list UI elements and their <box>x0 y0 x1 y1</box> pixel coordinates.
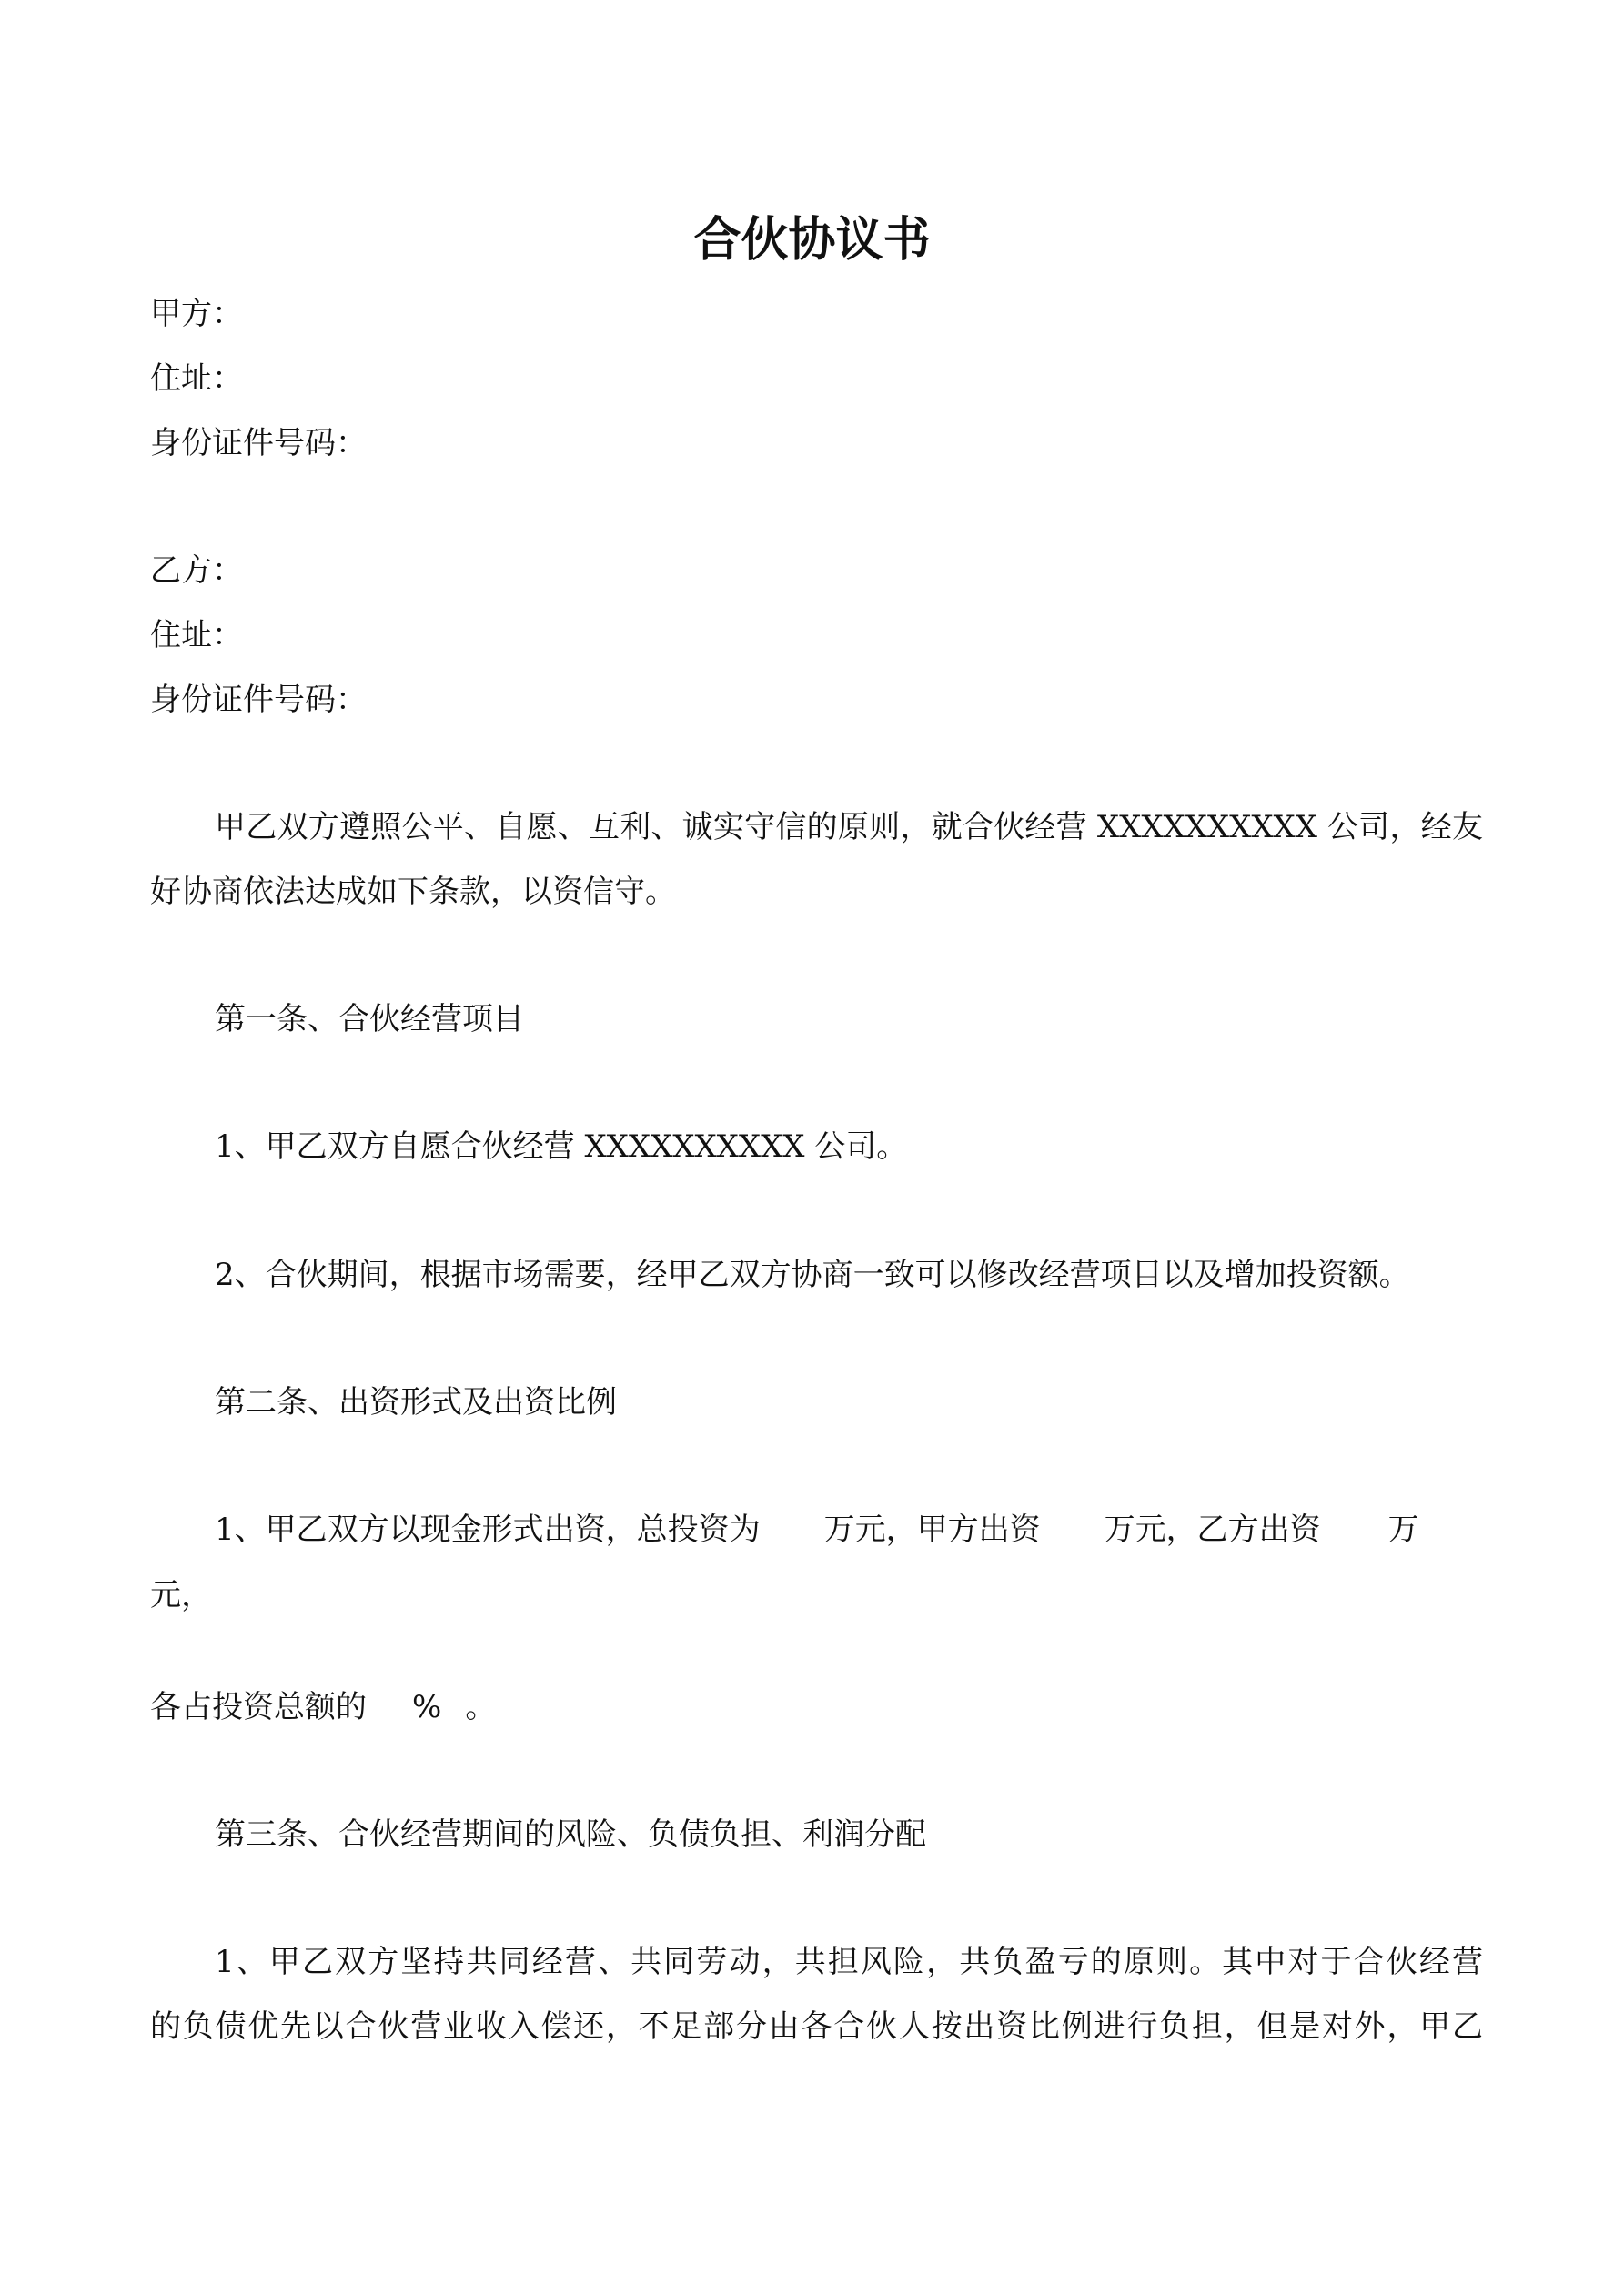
share-end-mark: 。 <box>465 1689 497 1725</box>
share-percent-sign: % <box>412 1689 442 1725</box>
party-b-id-label: 身份证件号码： <box>150 682 367 718</box>
party-b-address-label: 住址： <box>150 617 243 653</box>
article-2-share-line <box>150 1687 496 1727</box>
article-2-heading: 第二条、出资形式及出资比例 <box>215 1384 617 1421</box>
party-a-address-label: 住址： <box>150 360 243 397</box>
party-b-investment-label: 万元，乙方出资 <box>1104 1512 1321 1548</box>
preamble-line-2: 好协商依法达成如下条款，以资信守。 <box>150 874 676 910</box>
article-3-heading: 第三条、合伙经营期间的风险、负债负担、利润分配 <box>215 1816 926 1853</box>
party-a-name-label: 甲方： <box>150 296 243 332</box>
party-a-investment-label: 万元，甲方出资 <box>823 1512 1041 1548</box>
article-1-heading: 第一条、合伙经营项目 <box>215 1001 524 1037</box>
party-b-name-label: 乙方： <box>150 552 243 589</box>
article-3-item-1-line-2: 的负债优先以合伙营业收入偿还，不足部分由各合伙人按出资比例进行负担，但是对外，甲乙 <box>150 2008 1483 2045</box>
party-a-id-label: 身份证件号码： <box>150 425 367 461</box>
article-2-item-1-line-2: 元， <box>150 1577 212 1613</box>
article-1-item-2: 2、合伙期间，根据市场需要，经甲乙双方协商一致可以修改经营项目以及增加投资额。 <box>215 1257 1410 1293</box>
preamble-line-1: 甲乙双方遵照公平、自愿、互利、诚实守信的原则，就合伙经营 XXXXXXXXXX 公司，经友 <box>215 809 1483 845</box>
article-3-item-1-line-1: 1、甲乙双方坚持共同经营、共同劳动，共担风险，共负盈亏的原则。其中对于合伙经营 <box>215 1944 1483 1980</box>
share-label: 各占投资总额的 <box>150 1689 367 1725</box>
total-investment-label: 1、甲乙双方以现金形式出资，总投资为 <box>215 1512 761 1548</box>
party-b-investment-unit: 万 <box>1387 1512 1419 1548</box>
article-2-item-1-line-1 <box>215 1510 1419 1550</box>
article-1-item-1: 1、甲乙双方自愿合伙经营 XXXXXXXXXX 公司。 <box>215 1128 908 1165</box>
document-title: 合伙协议书 <box>693 212 931 268</box>
